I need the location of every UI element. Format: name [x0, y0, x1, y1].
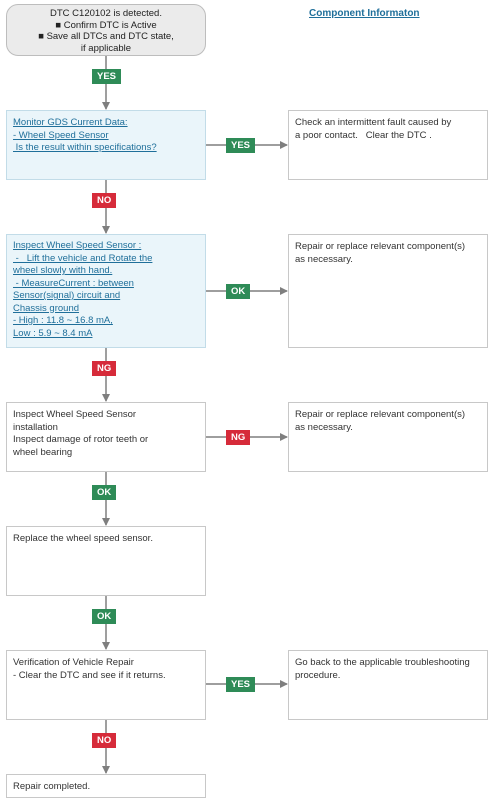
side-box-go-back: [288, 650, 488, 720]
step-text: - Wheel Speed Sensor: [13, 129, 109, 141]
step-repair-completed: [6, 774, 206, 798]
step-text: Replace the wheel speed sensor.: [13, 533, 153, 544]
start-line: ■ Save all DTCs and DTC state,: [38, 31, 174, 42]
side-box-intermittent-fault: [288, 110, 488, 180]
side-text: procedure.: [295, 669, 341, 681]
step-text: Inspect Wheel Speed Sensor: [13, 409, 137, 420]
step-text: - MeasureCurrent : between: [13, 277, 134, 289]
badge-yes: YES: [226, 677, 255, 692]
badge-yes: YES: [92, 69, 121, 84]
step-text: - Clear the DTC and see if it returns.: [13, 669, 166, 681]
step-text: Low : 5.9 ~ 8.4 mA: [13, 327, 93, 339]
step-text: Chassis ground: [13, 302, 80, 314]
side-text: as necessary.: [295, 253, 353, 265]
step-text: installation: [13, 421, 58, 433]
step-text: Sensor(signal) circuit and: [13, 290, 121, 301]
badge-yes: YES: [226, 138, 255, 153]
badge-ng: NG: [92, 361, 116, 376]
side-text: as necessary.: [295, 421, 353, 433]
start-node-dtc-detected: [6, 4, 206, 56]
badge-ng: NG: [226, 430, 250, 445]
step-text: Monitor GDS Current Data:: [13, 117, 128, 128]
badge-no: NO: [92, 733, 116, 748]
badge-ok: OK: [92, 485, 116, 500]
step-text: - High : 11.8 ~ 16.8 mA,: [13, 315, 113, 326]
start-line: ■ Confirm DTC is Active: [55, 19, 157, 31]
badge-no: NO: [92, 193, 116, 208]
step-inspect-wheel-speed-sensor[interactable]: [6, 234, 206, 348]
step-replace-sensor: [6, 526, 206, 596]
step-verification: [6, 650, 206, 720]
step-text: - Lift the vehicle and Rotate the: [13, 252, 153, 264]
side-text: Repair or replace relevant component(s): [295, 409, 466, 420]
side-text: Go back to the applicable troubleshooting: [295, 657, 470, 668]
badge-ok: OK: [226, 284, 250, 299]
step-text: wheel slowly with hand.: [13, 265, 113, 276]
side-text: Check an intermittent fault caused by: [295, 117, 452, 128]
step-text: Verification of Vehicle Repair: [13, 657, 134, 668]
step-text: Is the result within specifications?: [13, 142, 157, 153]
side-text: a poor contact. Clear the DTC .: [295, 129, 432, 141]
step-text: Inspect Wheel Speed Sensor :: [13, 240, 142, 251]
step-inspect-installation: [6, 402, 206, 472]
step-text: Inspect damage of rotor teeth or: [13, 434, 149, 445]
start-line: if applicable: [80, 42, 132, 54]
step-text: Repair completed.: [13, 781, 91, 792]
side-box-repair-replace-2: [288, 402, 488, 472]
start-line: DTC C120102 is detected.: [50, 8, 162, 19]
badge-ok: OK: [92, 609, 116, 624]
side-text: Repair or replace relevant component(s): [295, 241, 466, 252]
step-monitor-gds[interactable]: [6, 110, 206, 180]
component-information-link[interactable]: Component Informaton: [309, 8, 420, 19]
side-box-repair-replace-1: [288, 234, 488, 348]
step-text: wheel bearing: [13, 446, 73, 458]
